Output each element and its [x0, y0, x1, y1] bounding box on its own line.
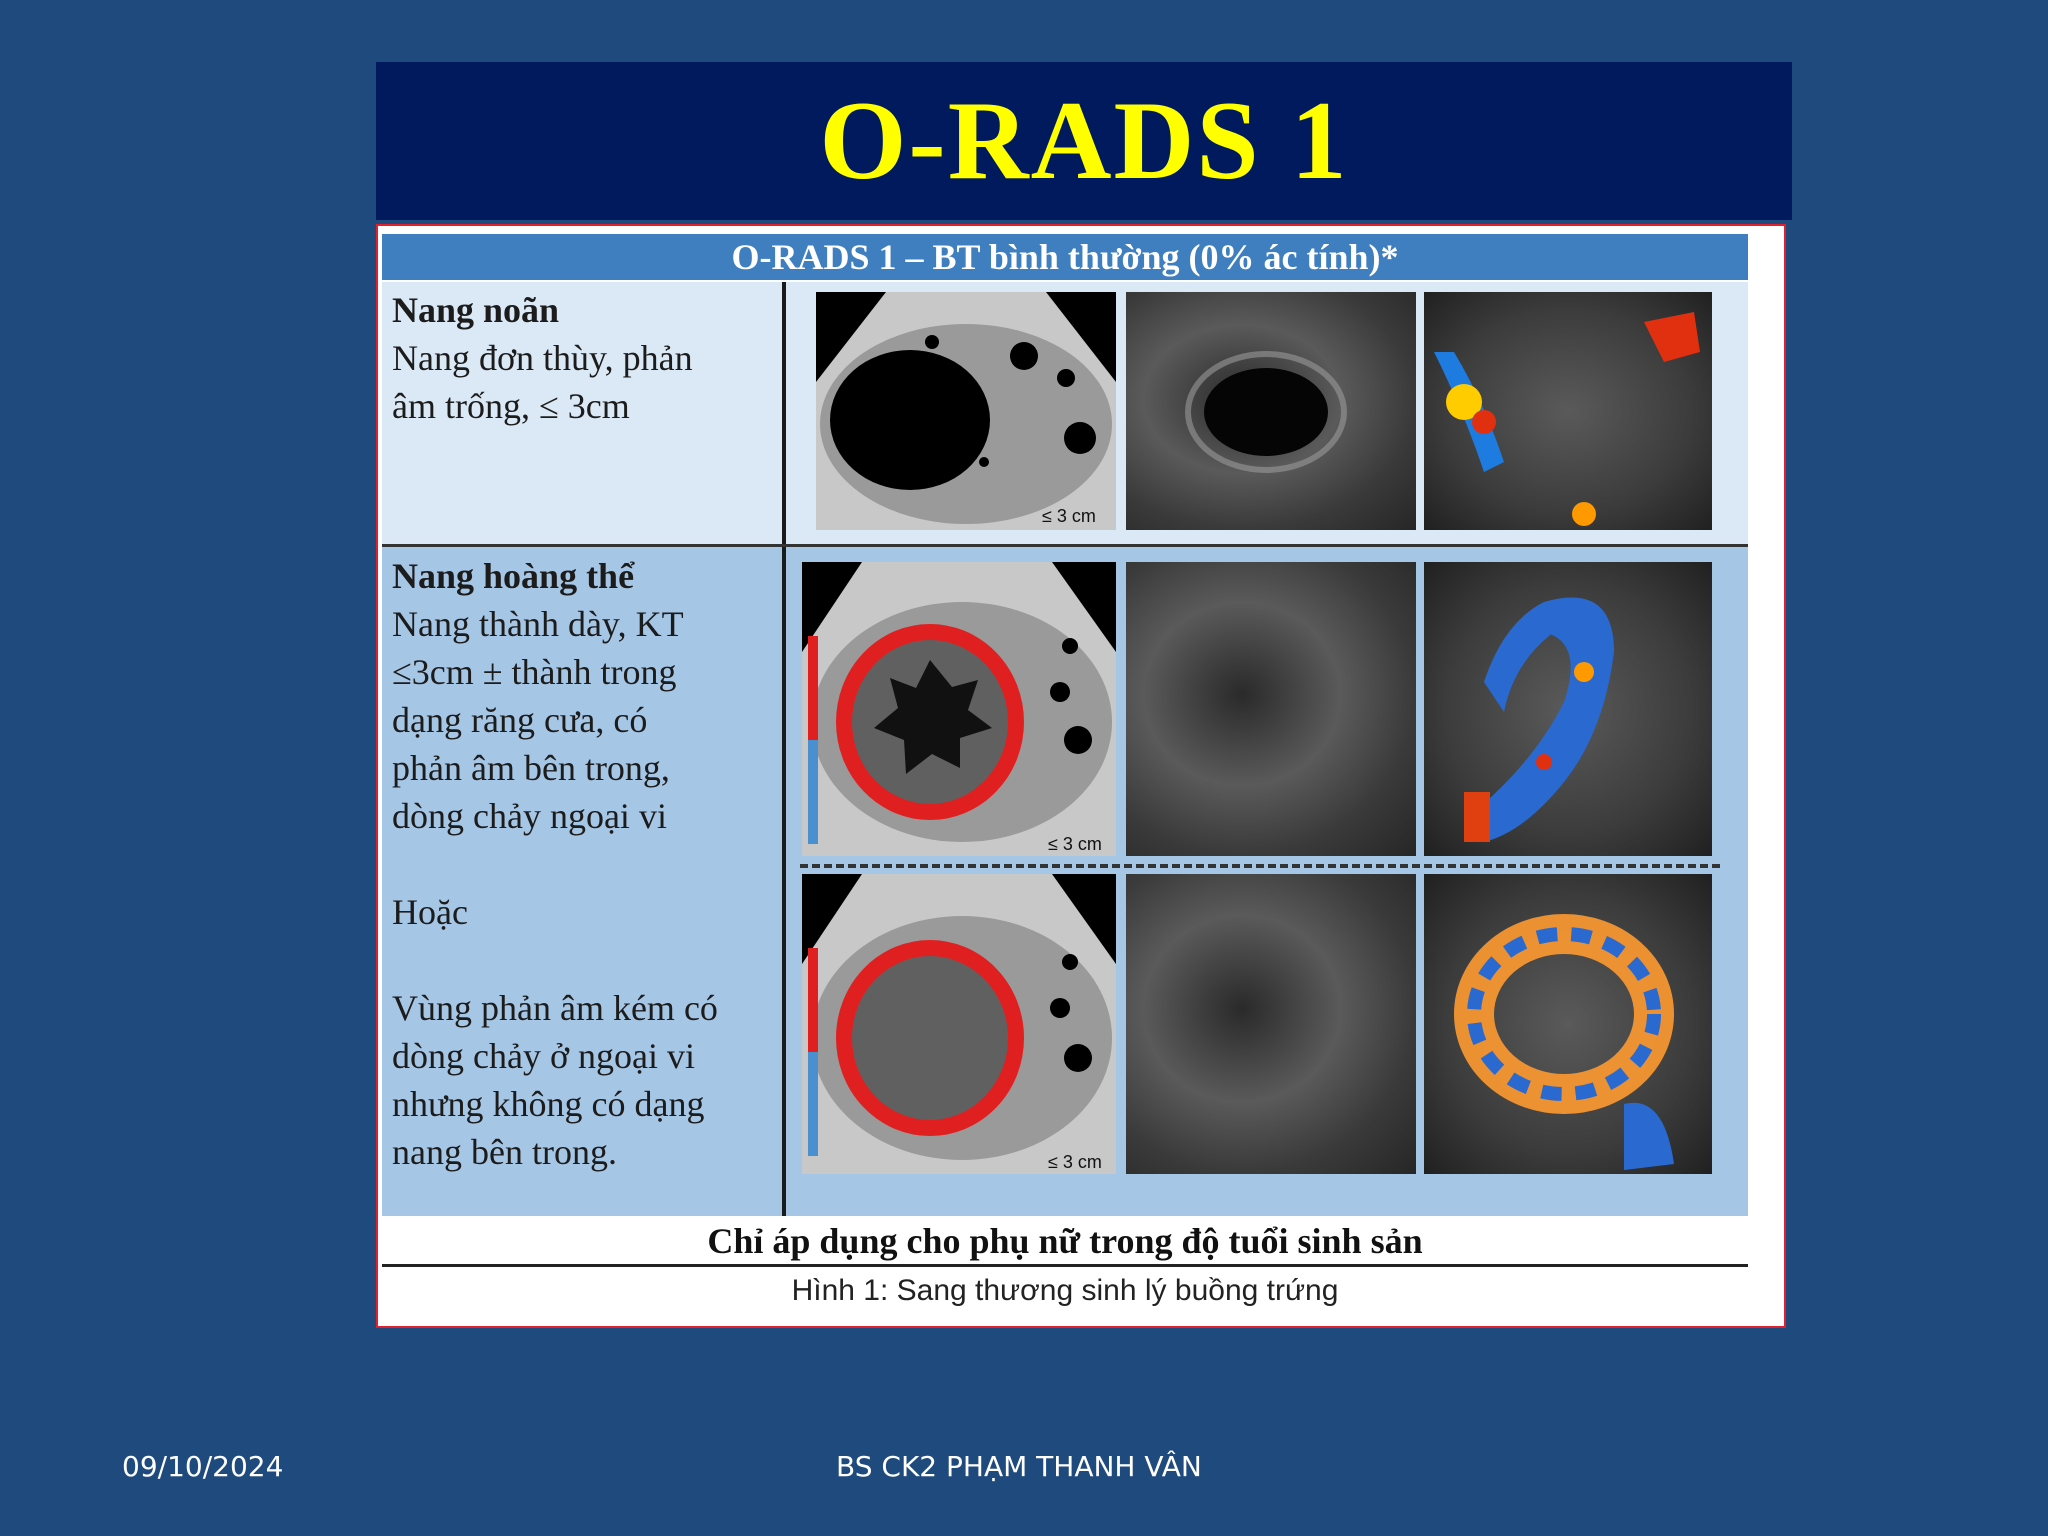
- row1-description: [392, 286, 782, 430]
- row2-line: dòng chảy ngoại vi: [392, 796, 667, 836]
- follicle-doppler: [1424, 292, 1712, 530]
- hypoechoic-diagram: [802, 874, 1116, 1174]
- footer-date: 09/10/2024: [122, 1450, 284, 1483]
- title-banner: [376, 62, 1792, 220]
- hypoechoic-doppler: [1424, 874, 1712, 1174]
- row2-heading: Nang hoàng thể: [392, 556, 635, 596]
- row1-line: âm trống, ≤ 3cm: [392, 386, 630, 426]
- column-divider: [782, 282, 786, 1216]
- footnote: Chỉ áp dụng cho phụ nữ trong độ tuổi sinh sản: [382, 1218, 1748, 1267]
- follicle-ultrasound: [1126, 292, 1416, 530]
- figure-header: O-RADS 1 – BT bình thường (0% ác tính)*: [382, 234, 1748, 280]
- scale-label: ≤ 3 cm: [1048, 1152, 1102, 1172]
- footer-author: BS CK2 PHẠM THANH VÂN: [836, 1450, 1202, 1483]
- figure-panel: [376, 224, 1786, 1328]
- row-divider: [382, 544, 1748, 547]
- scale-label: ≤ 3 cm: [1042, 506, 1096, 526]
- row2-line: phản âm bên trong,: [392, 748, 670, 788]
- row2-line: ≤3cm ± thành trong: [392, 652, 677, 692]
- row2-line: Nang thành dày, KT: [392, 604, 684, 644]
- row2-description: [392, 552, 782, 1176]
- follicle-diagram: [816, 292, 1116, 530]
- row2-line: dòng chảy ở ngoại vi: [392, 1036, 695, 1076]
- row2-line: Vùng phản âm kém có: [392, 988, 718, 1028]
- figure-caption: Hình 1: Sang thương sinh lý buồng trứng: [791, 1274, 1339, 1307]
- row2-line: nhưng không có dạng: [392, 1084, 705, 1124]
- corpus-luteum-doppler: [1424, 562, 1712, 856]
- slide-title: O-RADS 1: [819, 78, 1349, 203]
- row1-line: Nang đơn thùy, phản: [392, 338, 693, 378]
- row2-line: nang bên trong.: [392, 1132, 617, 1172]
- row2-or: Hoặc: [392, 892, 468, 932]
- hypoechoic-ultrasound: [1126, 874, 1416, 1174]
- corpus-luteum-diagram: [802, 562, 1116, 856]
- row2-line: dạng răng cưa, có: [392, 700, 648, 740]
- row1-heading: Nang noãn: [392, 290, 560, 330]
- scale-label: ≤ 3 cm: [1048, 834, 1102, 854]
- corpus-luteum-ultrasound: [1126, 562, 1416, 856]
- dashed-divider: [800, 864, 1720, 868]
